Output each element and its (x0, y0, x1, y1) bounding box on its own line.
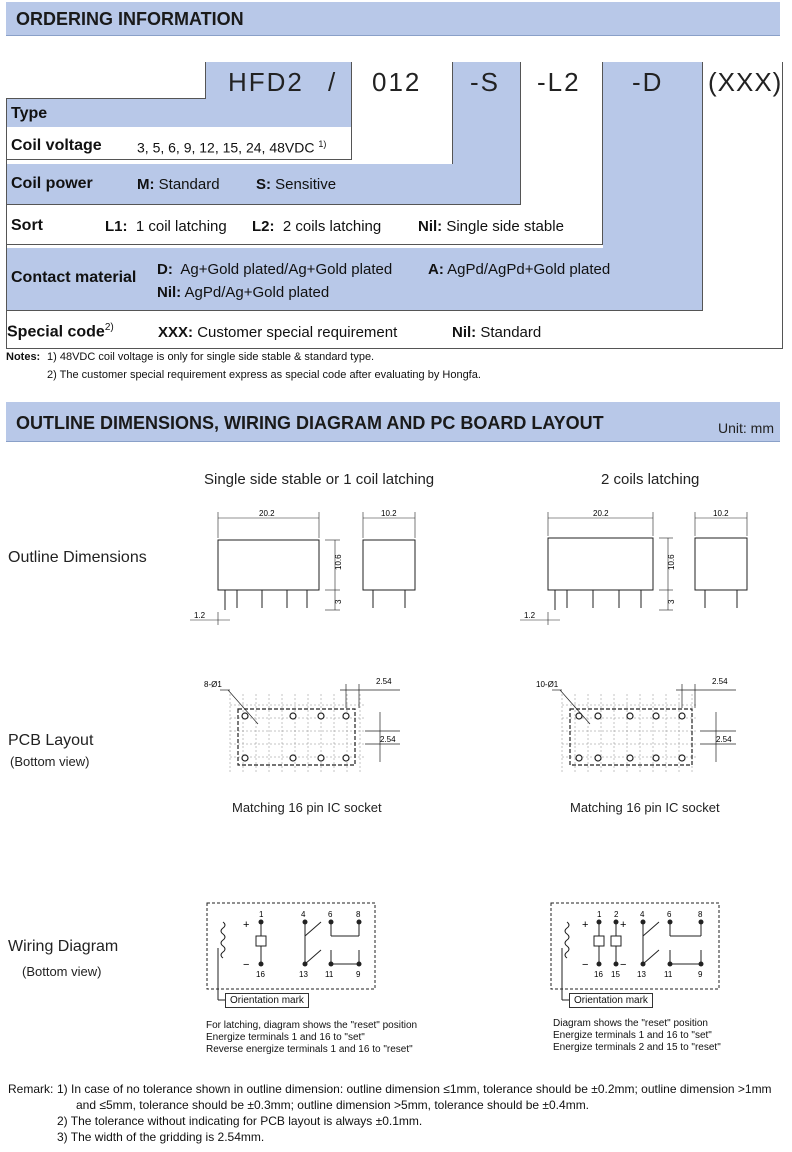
coil-voltage-label: Coil voltage (11, 137, 102, 154)
contact-d: D: Ag+Gold plated/Ag+Gold plated (157, 261, 393, 278)
wiring-note-2c: Energize terminals 2 and 15 to "reset" (553, 1042, 721, 1053)
sort-nil: Nil: Single side stable (418, 218, 564, 235)
code-contact: -D (632, 67, 664, 97)
wiring-label: Wiring Diagram (8, 938, 119, 955)
w1-pin6: 6 (328, 910, 333, 919)
dim-offset-2: 1.2 (524, 611, 536, 620)
pcb-label: PCB Layout (8, 732, 94, 749)
wiring-note-2b: Energize terminals 1 and 16 to "set" (553, 1030, 712, 1041)
orientation-box-2 (569, 993, 653, 1008)
code-power: -S (470, 67, 500, 97)
coil-power-label: Coil power (11, 175, 93, 192)
wiring-note-1a: For latching, diagram shows the "reset" position (206, 1020, 418, 1031)
note-2: 2) The customer special requirement express as special code after evaluating by Hongfa. (47, 369, 481, 381)
sort-l1: L1: 1 coil latching (105, 218, 227, 235)
w2-pin2: 2 (614, 910, 619, 919)
wiring-note-2a: Diagram shows the "reset" position (553, 1018, 708, 1029)
w1-pin16: 16 (256, 970, 265, 979)
remark-1a: 1) In case of no tolerance shown in outline dimension: outline dimension ≤1mm, tolerance should be ±0.2mm; outline dimension >1mm (57, 1082, 772, 1096)
sort-label: Sort (11, 217, 43, 234)
w1-pin4: 4 (301, 910, 306, 919)
w1-pin11: 11 (325, 970, 334, 979)
dim-height-2: 10.6 (667, 554, 676, 570)
coil-power-s: S: Sensitive (256, 176, 337, 193)
dim-pin-2: 3 (667, 599, 676, 604)
w2-pin16: 16 (594, 970, 603, 979)
dim-offset-1: 1.2 (194, 611, 206, 620)
ordering-title: ORDERING INFORMATION (16, 9, 244, 29)
special-footnote: 2) (104, 322, 114, 333)
code-voltage: 012 (372, 67, 422, 97)
w2-pin6: 6 (667, 910, 672, 919)
w1-pin13: 13 (299, 970, 308, 979)
w2-pin11: 11 (664, 970, 673, 979)
special-nil: Nil: Standard (452, 324, 542, 341)
code-sort: -L2 (537, 67, 581, 97)
dim-length-2: 20.2 (593, 509, 609, 518)
notes-label: Notes: (6, 351, 41, 363)
code-slash: / (328, 67, 338, 97)
outline-banner (6, 402, 780, 442)
code-model: HFD2 (228, 67, 304, 97)
pcb-pitch-h-1: 2.54 (376, 677, 392, 686)
contact-label: Contact material (11, 269, 137, 286)
remark-1b: and ≤5mm, tolerance should be ±0.3mm; outline dimension >5mm, tolerance should be ±0.4mm. (76, 1098, 590, 1112)
w2-minus-2: − (620, 959, 627, 971)
remark-label: Remark: (8, 1082, 54, 1096)
pcb-holes-1: 8-Ø1 (204, 680, 222, 689)
wiring-note-1c: Reverse energize terminals 1 and 16 to "reset" (206, 1044, 413, 1055)
orientation-label-1: Orientation mark (230, 995, 304, 1006)
unit-label: Unit: mm (718, 420, 774, 436)
w1-minus: − (243, 959, 250, 971)
ordering-banner (6, 2, 780, 36)
coil-power-m: M: Standard (137, 176, 220, 193)
dim-pin-1: 3 (334, 599, 343, 604)
contact-a: A: AgPd/AgPd+Gold plated (428, 261, 611, 278)
col2-title: 2 coils latching (601, 471, 700, 488)
type-label: Type (11, 105, 48, 122)
orientation-box-1 (225, 993, 309, 1008)
col1-title: Single side stable or 1 coil latching (204, 471, 435, 488)
orientation-label-2: Orientation mark (574, 995, 648, 1006)
wiring-sub: (Bottom view) (22, 964, 102, 979)
socket-caption-1: Matching 16 pin IC socket (232, 800, 382, 815)
w2-plus-2: + (620, 919, 627, 931)
outline-drawing-1 (185, 500, 425, 630)
dim-length-1: 20.2 (259, 509, 275, 518)
pcb-pitch-v-1: 2.54 (380, 735, 396, 744)
w2-pin8: 8 (698, 910, 703, 919)
pcb-sub: (Bottom view) (10, 754, 90, 769)
pcb-layout-2 (532, 672, 742, 782)
pcb-holes-2: 10-Ø1 (536, 680, 559, 689)
w2-pin4: 4 (640, 910, 645, 919)
dim-height-1: 10.6 (334, 554, 343, 570)
dim-width-1: 10.2 (381, 509, 397, 518)
remark-2: 2) The tolerance without indicating for PCB layout is always ±0.1mm. (57, 1114, 423, 1128)
w2-plus-1: + (582, 919, 589, 931)
socket-caption-2: Matching 16 pin IC socket (570, 800, 720, 815)
pcb-pitch-v-2: 2.54 (716, 735, 732, 744)
w1-pin9: 9 (356, 970, 361, 979)
outline-drawing-2 (515, 500, 755, 630)
special-label: Special code$^{2)}$ (7, 322, 114, 341)
pcb-layout-1 (200, 672, 410, 782)
w2-pin15: 15 (611, 970, 620, 979)
note-1: 1) 48VDC coil voltage is only for single side stable & standard type. (47, 351, 375, 363)
contact-nil: Nil: AgPd/Ag+Gold plated (157, 284, 330, 301)
contact-col (603, 62, 702, 310)
wiring-note-1b: Energize terminals 1 and 16 to "set" (206, 1032, 365, 1043)
w1-pin8: 8 (356, 910, 361, 919)
coil-voltage-value: 3, 5, 6, 9, 12, 15, 24, 48VDC $^{1)}$ (137, 139, 327, 156)
dim-width-2: 10.2 (713, 509, 729, 518)
remark-3: 3) The width of the gridding is 2.54mm. (57, 1130, 265, 1144)
pcb-pitch-h-2: 2.54 (712, 677, 728, 686)
w1-pin1: 1 (259, 910, 264, 919)
special-xxx: XXX: Customer special requirement (158, 324, 398, 341)
w2-minus-1: − (582, 959, 589, 971)
w2-pin13: 13 (637, 970, 646, 979)
outline-label: Outline Dimensions (8, 549, 147, 566)
code-special: (XXX) (708, 67, 783, 97)
coil-voltage-footnote: 1) (318, 139, 327, 149)
w2-pin1: 1 (597, 910, 602, 919)
sort-l2: L2: 2 coils latching (252, 218, 382, 235)
outline-title: OUTLINE DIMENSIONS, WIRING DIAGRAM AND PC BOARD LAYOUT (16, 413, 604, 433)
w1-plus: + (243, 919, 250, 931)
w2-pin9: 9 (698, 970, 703, 979)
